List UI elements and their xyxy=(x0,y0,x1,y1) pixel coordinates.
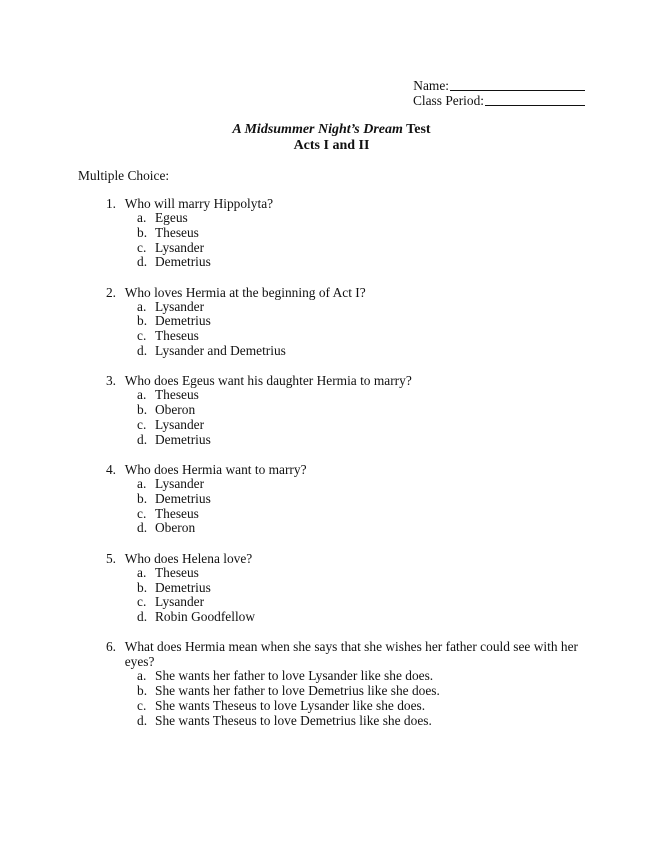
option-letter: a. xyxy=(137,668,147,684)
question-number: 3. xyxy=(105,373,116,389)
option-text: Robin Goodfellow xyxy=(155,609,256,625)
option-letter: a. xyxy=(137,210,147,225)
question-4 xyxy=(78,462,588,536)
option-text: Demetrius xyxy=(155,313,211,329)
answer-option[interactable] xyxy=(137,211,588,226)
question-number: 4. xyxy=(105,462,116,478)
answer-option[interactable] xyxy=(137,418,588,433)
option-text: She wants her father to love Lysander like she does. xyxy=(155,668,434,684)
question-row xyxy=(78,373,588,388)
option-letter: b. xyxy=(137,402,148,418)
question-5 xyxy=(78,551,588,625)
answer-option[interactable] xyxy=(137,507,588,522)
option-text: Demetrius xyxy=(155,579,211,595)
option-text: Demetrius xyxy=(155,254,211,270)
answer-options xyxy=(78,211,588,270)
header-fields xyxy=(405,78,585,108)
option-text: Lysander xyxy=(155,416,205,432)
answer-option[interactable] xyxy=(137,344,588,359)
option-text: She wants Theseus to love Demetrius like she does. xyxy=(155,712,432,728)
question-row xyxy=(78,551,588,566)
option-letter: d. xyxy=(137,712,148,728)
option-text: Theseus xyxy=(155,224,199,240)
question-row xyxy=(78,285,588,300)
question-text: What does Hermia mean when she says that she wishes her father could see with her eyes? xyxy=(124,639,578,670)
class-period-field[interactable] xyxy=(405,93,585,108)
option-letter: d. xyxy=(137,431,148,447)
answer-option[interactable] xyxy=(137,433,588,448)
option-text: Demetrius xyxy=(155,431,211,447)
question-number: 6. xyxy=(105,639,116,655)
option-text: Demetrius xyxy=(155,490,211,506)
option-letter: b. xyxy=(137,683,148,699)
answer-option[interactable] xyxy=(137,314,588,329)
answer-option[interactable] xyxy=(137,566,588,581)
option-letter: d. xyxy=(137,520,148,536)
option-text: Theseus xyxy=(155,387,199,403)
option-letter: b. xyxy=(137,579,148,595)
answer-option[interactable] xyxy=(137,581,588,596)
option-letter: c. xyxy=(137,698,147,714)
question-row xyxy=(78,462,588,477)
class-period-label: Class Period: xyxy=(412,93,484,108)
question-2 xyxy=(78,285,588,359)
option-text: Lysander xyxy=(155,476,205,492)
option-letter: a. xyxy=(137,564,147,580)
option-text: Oberon xyxy=(155,520,196,536)
question-1 xyxy=(78,196,588,270)
answer-option[interactable] xyxy=(137,477,588,492)
option-letter: c. xyxy=(137,239,147,255)
option-letter: d. xyxy=(137,254,148,270)
answer-options xyxy=(78,300,588,359)
answer-option[interactable] xyxy=(137,684,588,699)
answer-option[interactable] xyxy=(137,255,588,270)
option-text: She wants Theseus to love Lysander like she does. xyxy=(155,698,426,714)
question-row xyxy=(78,196,588,211)
answer-option[interactable] xyxy=(137,388,588,403)
option-text: Lysander xyxy=(155,298,205,314)
question-number: 5. xyxy=(105,550,116,566)
question-list xyxy=(78,196,588,743)
title-line-1 xyxy=(0,122,663,138)
option-letter: a. xyxy=(137,476,147,492)
question-number: 1. xyxy=(105,196,116,211)
answer-options xyxy=(78,669,588,728)
answer-options xyxy=(78,477,588,536)
answer-option[interactable] xyxy=(137,329,588,344)
option-letter: a. xyxy=(137,387,147,403)
answer-option[interactable] xyxy=(137,226,588,241)
name-blank-line[interactable] xyxy=(450,78,585,91)
option-text: Theseus xyxy=(155,328,199,344)
answer-option[interactable] xyxy=(137,699,588,714)
question-number: 2. xyxy=(105,284,116,300)
option-letter: c. xyxy=(137,505,147,521)
title-suffix: Test xyxy=(406,122,431,137)
question-3 xyxy=(78,373,588,447)
question-text: Who does Helena love? xyxy=(124,550,253,566)
answer-option[interactable] xyxy=(137,669,588,684)
name-field[interactable] xyxy=(405,78,585,93)
question-6 xyxy=(78,639,588,728)
answer-options xyxy=(78,388,588,447)
question-text: Who does Hermia want to marry? xyxy=(124,462,307,478)
option-letter: b. xyxy=(137,224,148,240)
option-letter: c. xyxy=(137,328,147,344)
title-line-2: Acts I and II xyxy=(293,138,370,153)
option-text: Lysander xyxy=(155,594,205,610)
option-letter: b. xyxy=(137,313,148,329)
option-text: Theseus xyxy=(155,505,199,521)
option-text: Lysander and Demetrius xyxy=(155,343,286,359)
play-title: A Midsummer Night’s Dream xyxy=(232,122,403,137)
answer-option[interactable] xyxy=(137,300,588,315)
option-text: She wants her father to love Demetrius like she does. xyxy=(155,683,440,699)
answer-options xyxy=(78,566,588,625)
option-letter: d. xyxy=(137,343,148,359)
question-text: Who will marry Hippolyta? xyxy=(124,196,274,211)
question-text: Who does Egeus want his daughter Hermia to marry? xyxy=(124,373,412,389)
option-letter: c. xyxy=(137,594,147,610)
option-letter: d. xyxy=(137,609,148,625)
name-label: Name: xyxy=(413,78,449,93)
page-title xyxy=(0,122,663,154)
class-period-blank-line[interactable] xyxy=(485,93,585,106)
answer-option[interactable] xyxy=(137,521,588,536)
option-text: Theseus xyxy=(155,564,199,580)
section-label: Multiple Choice: xyxy=(78,168,170,183)
option-text: Lysander xyxy=(155,239,205,255)
option-text: Oberon xyxy=(155,402,196,418)
answer-option[interactable] xyxy=(137,403,588,418)
question-row xyxy=(78,639,588,669)
option-text: Egeus xyxy=(155,210,188,225)
answer-option[interactable] xyxy=(137,492,588,507)
option-letter: b. xyxy=(137,490,148,506)
question-text: Who loves Hermia at the beginning of Act I? xyxy=(124,284,366,300)
answer-option[interactable] xyxy=(137,241,588,256)
answer-option[interactable] xyxy=(137,595,588,610)
option-letter: c. xyxy=(137,416,147,432)
option-letter: a. xyxy=(137,298,147,314)
answer-option[interactable] xyxy=(137,714,588,729)
answer-option[interactable] xyxy=(137,610,588,625)
